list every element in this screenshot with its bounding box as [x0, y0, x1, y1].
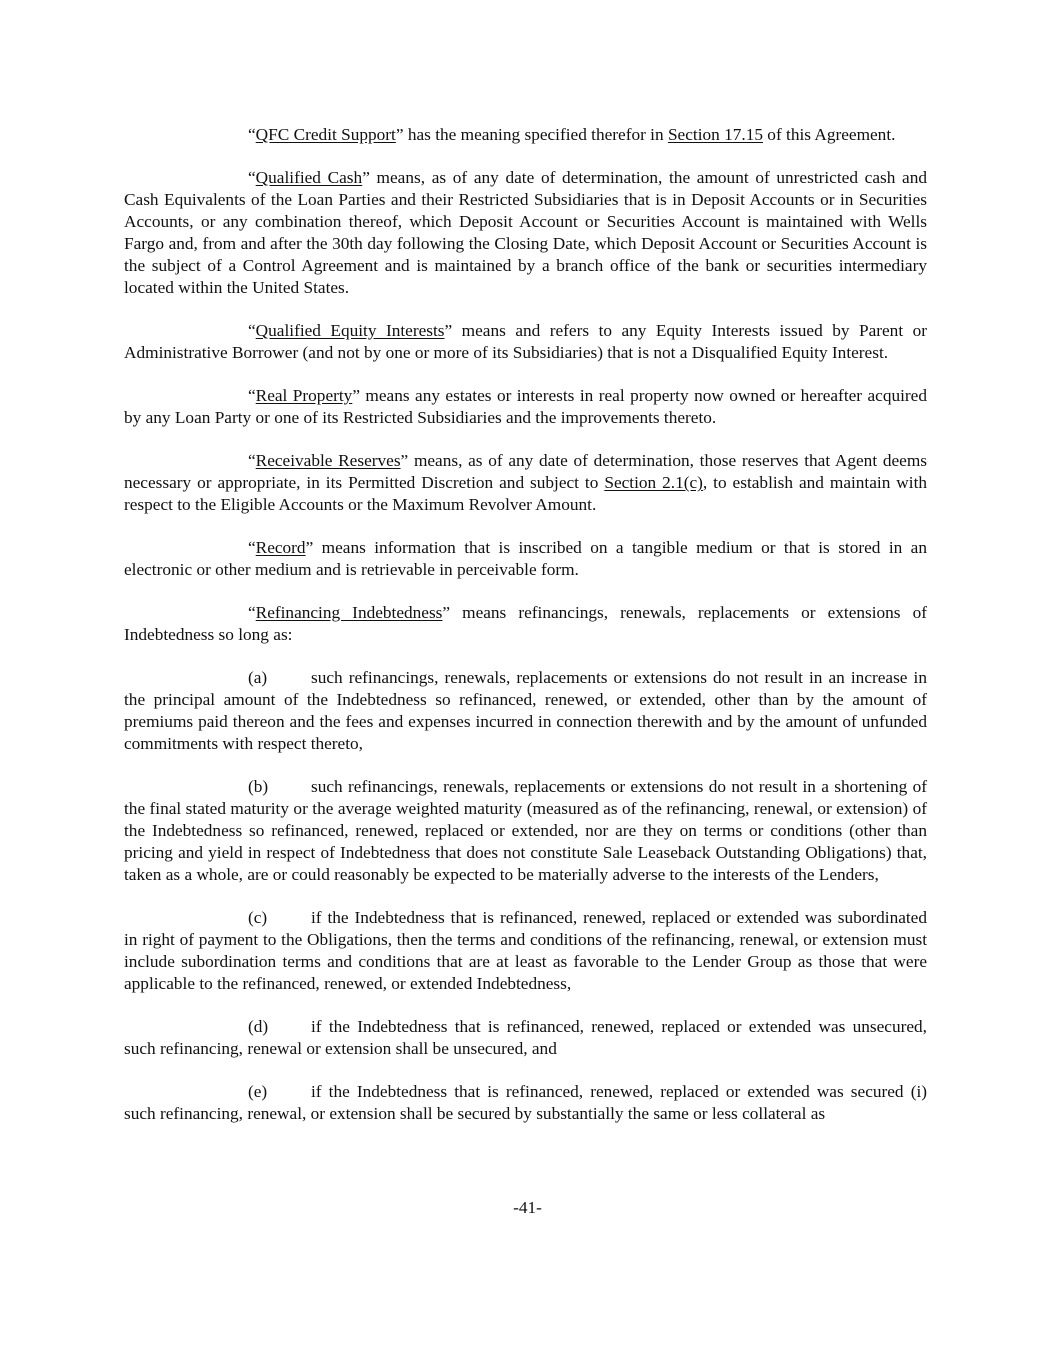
- list-item-label: (c): [248, 908, 268, 927]
- defined-term: Refinancing Indebtedness: [255, 603, 443, 622]
- paragraph-text: “: [248, 125, 256, 144]
- paragraph-text: “: [248, 603, 256, 622]
- list-item: [124, 1016, 927, 1060]
- defined-term: Receivable Reserves: [255, 451, 401, 470]
- defined-term: Qualified Equity Interests: [255, 321, 445, 340]
- paragraph-text: ” means any estates or interests in real property now owned or hereafter acquired by any Loan Party or one of its Restricted Subsidiaries and the improvements thereto.: [124, 386, 927, 427]
- list-item: [124, 907, 927, 995]
- paragraph-text: ” has the meaning specified therefor in: [395, 125, 668, 144]
- definition-paragraph: [124, 602, 927, 646]
- paragraph-text: if the Indebtedness that is refinanced, renewed, replaced or extended was secured (i) such refinancing, renewal, or extension shall be secured by substantially the same or less collateral as: [124, 1082, 927, 1123]
- definition-paragraph: [124, 450, 927, 516]
- list-item-label: (e): [248, 1082, 268, 1101]
- paragraph-text: of this Agreement.: [762, 125, 896, 144]
- page-number: -41-: [513, 1198, 542, 1217]
- list-item: [124, 667, 927, 755]
- definition-paragraph: [124, 537, 927, 581]
- paragraph-text: ” means, as of any date of determination, those reserves that Agent deems necessary or appropriate, in its Permitted Discretion and subject to: [124, 451, 927, 492]
- paragraph-text: such refinancings, renewals, replacements or extensions do not result in a shortening of the final stated maturity or the average weighted maturity (measured as of the refinancing, renewal, or extension) of the Indebtedness so refinanced, renewed, replaced or extended, nor are they on terms or conditions (other than pricing and yield in respect of Indebtedness that does not constitute Sale Leaseback Outstanding Obligations) that, taken as a whole, are or could reasonably be expected to be materially adverse to the interests of the Lenders,: [124, 777, 927, 884]
- paragraph-text: ” means, as of any date of determination, the amount of unrestricted cash and Cash Equivalents of the Loan Parties and their Restricted Subsidiaries that is in Deposit Accounts or in Securities Accounts, or any combination thereof, which Deposit Account or Securities Account is maintained with Wells Fargo and, from and after the 30th day following the Closing Date, which Deposit Account or Securities Account is the subject of a Control Agreement and is maintained by a branch office of the bank or securities intermediary located within the United States.: [124, 168, 927, 297]
- paragraph-text: , to establish and maintain with respect to the Eligible Accounts or the Maximum Revolver Amount.: [124, 473, 928, 514]
- list-item-label: (d): [248, 1017, 269, 1036]
- paragraph-text: ” means refinancings, renewals, replacements or extensions of Indebtedness so long as:: [124, 603, 927, 644]
- paragraph-text: if the Indebtedness that is refinanced, renewed, replaced or extended was subordinated in right of payment to the Obligations, then the terms and conditions of the refinancing, renewal, or extension must include subordination terms and conditions that are at least as favorable to the Lender Group as those that were applicable to the refinanced, renewed, or extended Indebtedness,: [124, 908, 927, 993]
- defined-term: Real Property: [255, 386, 353, 405]
- defined-term: Record: [255, 538, 306, 557]
- list-item: [124, 776, 927, 886]
- list-item-label: (a): [248, 668, 268, 687]
- definition-paragraph: [124, 124, 927, 146]
- list-item: [124, 1081, 927, 1125]
- paragraph-text: “: [248, 386, 256, 405]
- paragraph-text: “: [248, 451, 256, 470]
- paragraph-text: “: [248, 321, 256, 340]
- paragraph-text: if the Indebtedness that is refinanced, renewed, replaced or extended was unsecured, such refinancing, renewal or extension shall be unsecured, and: [124, 1017, 927, 1058]
- defined-term: Section 2.1(c): [604, 473, 703, 492]
- defined-term: QFC Credit Support: [255, 125, 396, 144]
- paragraph-text: “: [248, 538, 256, 557]
- document-body: [124, 124, 927, 1146]
- definition-paragraph: [124, 320, 927, 364]
- paragraph-text: “: [248, 168, 256, 187]
- definition-paragraph: [124, 385, 927, 429]
- definition-paragraph: [124, 167, 927, 299]
- defined-term: Section 17.15: [667, 125, 763, 144]
- paragraph-text: ” means and refers to any Equity Interests issued by Parent or Administrative Borrower (and not by one or more of its Subsidiaries) that is not a Disqualified Equity Interest.: [124, 321, 927, 362]
- list-item-label: (b): [248, 777, 269, 796]
- defined-term: Qualified Cash: [255, 168, 363, 187]
- paragraph-text: such refinancings, renewals, replacements or extensions do not result in an increase in the principal amount of the Indebtedness so refinanced, renewed, or extended, other than by the amount of premiums paid thereon and the fees and expenses incurred in connection therewith and by the amount of unfunded commitments with respect thereto,: [124, 668, 927, 753]
- paragraph-text: ” means information that is inscribed on a tangible medium or that is stored in an electronic or other medium and is retrievable in perceivable form.: [124, 538, 927, 579]
